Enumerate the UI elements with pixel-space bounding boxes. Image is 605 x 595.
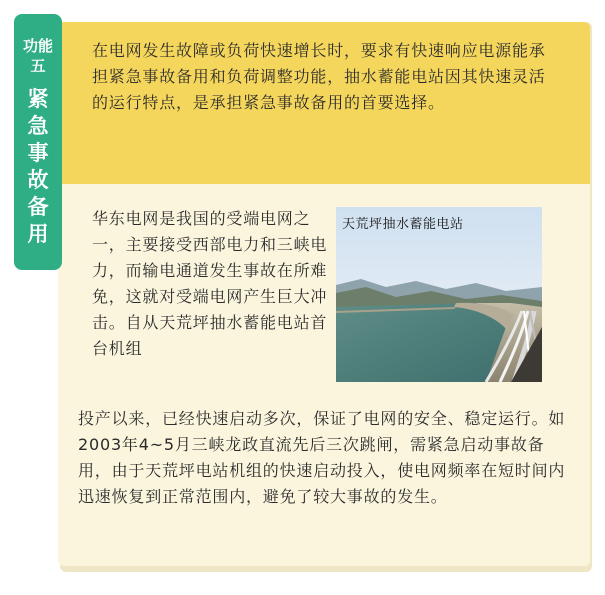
reservoir-image	[336, 207, 542, 382]
function-tab	[14, 14, 62, 270]
power-station-photo	[336, 207, 542, 382]
body-paragraph-full-width: 投产以来，已经快速启动多次，保证了电网的安全、稳定运行。如2003年4~5月三峡龙政直流先后三次跳闸，需紧急启动事故备用，由于天荒坪电站机组的快速启动投入，使电网频率在短时间内迅速恢复到正常范围内，避免了较大事故的发生。	[78, 409, 566, 506]
function-number: 功能 五	[22, 37, 53, 75]
intro-paragraph: 在电网发生故障或负荷快速增长时，要求有快速响应电源能承担紧急事故备用和负荷调整功能，抽水蓄能电站因其快速灵活的运行特点，是承担紧急事故备用的首要选择。	[92, 41, 546, 112]
photo-caption: 天荒坪抽水蓄能电站	[342, 217, 464, 232]
body-paragraph-beside-photo: 华东电网是我国的受端电网之一，主要接受西部电力和三峡电力，而输电通道发生事故在所难免，这就对受端电网产生巨大冲击。自从天荒坪抽水蓄能电站首台机组	[92, 209, 328, 358]
function-name: 紧 急 事 故 备 用	[27, 87, 49, 246]
